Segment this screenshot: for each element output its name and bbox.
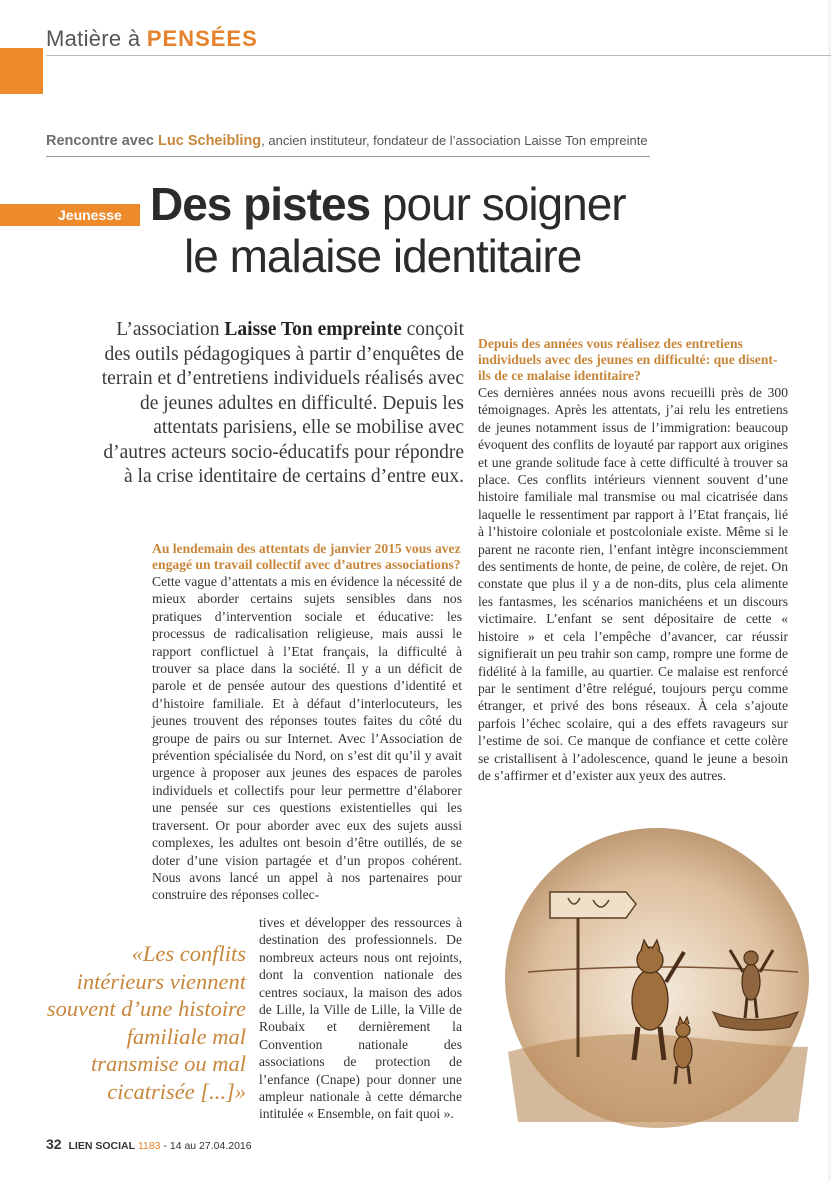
illustration	[498, 822, 816, 1134]
answer-1-part-a: Cette vague d’attentats a mis en évidence la nécessité de mieux aborder certains sujets sensibles dans nos pratiques d’intervention sociale et éducative: les processus de radicalisation religieuse, mais aussi le rapport conflictuel à l’Etat français, la difficulté à trouver sa place dans la société. Il y a un déficit de parole et de pensée autour des questions d’identité et d’histoire familiale. Et à défaut d’interlocuteurs, les jeunes trouvent des réponses toutes faites du côté du groupe de pairs ou sur Internet. Avec l’Association de prévention spécialisée du Nord, on s’est dit qu’il y avait urgence à proposer aux jeunes des espaces de paroles individuels et collectifs pour leur permettre d’élaborer une pensée sur ces questions existentielles qui les traversent. Or pour aborder avec eux des sujets aussi complexes, les adultes ont besoin d’être outillés, de se doter d’une vision partagée et d’un propos cohérent. Nous avons lancé un appel à nos partenaires pour construire des réponses collec-	[152, 574, 462, 903]
headline-bold: Des pistes	[150, 178, 371, 230]
watercolor-illustration	[498, 822, 816, 1134]
section-tag-label: Jeunesse	[58, 207, 122, 223]
pull-quote: «Les conflits intérieurs viennent souvent d’une histoire familiale mal transmise ou mal cicatrisée [...]»	[46, 941, 246, 1104]
page-number: 32	[46, 1136, 62, 1152]
intro-post: conçoit des outils pédagogiques à partir d’enquêtes de terrain et d’entretiens individuels réalisés avec de jeunes adultes en difficulté. Depuis les attentats parisiens, elle se mobilise avec d’autres acteurs socio-éducatifs pour répondre à la crise identitaire de certains d’entre eux.	[101, 319, 464, 487]
issue-number: 1183	[137, 1140, 161, 1152]
answer-1-part-b: tives et développer des ressources à destination des professionnels. De nombreux acteurs nous ont rejoints, dont la convention nationale des centres sociaux, la maison des ados de Lille, la Ville de Lille, la Ville de Roubaix et dernièrement la Convention nationale des associations de protection de l’enfance (Cnape) pour donner une ampleur nationale à cette démarche intitulée « Ensemble, on fait quoi ».	[259, 915, 462, 1122]
question-1: Au lendemain des attentats de janvier 2015 vous avez engagé un travail collectif avec d’autres associations?	[152, 541, 461, 572]
orange-corner-block	[0, 48, 43, 94]
headline	[150, 178, 670, 282]
rubric-prefix: Matière à	[46, 26, 147, 51]
answer-2: Ces dernières années nous avons recueilli près de 300 témoignages. Après les attentats, j’ai relu les entretiens de jeunes notamment issus de l’immigration: beaucoup évoquent des conflits de loyauté par rapport aux origines et une grande solitude face à cette difficulté à trouver sa place. Ces conflits intérieurs viennent souvent d’une histoire familiale mal transmise ou mal cicatrisée dans laquelle le ressentiment par rapport à l’Etat français, lié à l’histoire coloniale et postcoloniale existe. Même si le parent ne raconte rien, l’enfant intègre inconsciemment des sentiments de honte, de peine, de colère, de rejet. On constate que plus il y a de non-dits, plus cela alimente les fantasmes, les scénarios manichéens et un discours victimaire. L’enfant se sent dépositaire de cette « histoire » et cela l’empêche d’avancer, car réussir signifierait un peu trahir son camp, rompre une forme de fidélité à la famille, au quartier. Ce malaise est renforcé par le sentiment d’être relégué, toujours perçu comme étranger, et privé des bons réseaux. À cela s’ajoute parfois l’échec scolaire, qui a des effets ravageurs sur l’estime de soi. Ce manque de confiance et cette colère se cristallisent à l’adolescence, quand le jeune a besoin de s’affirmer et d’exister aux yeux des autres.	[478, 385, 788, 783]
left-column-narrow	[259, 914, 462, 1123]
kicker-lead: Rencontre avec	[46, 133, 159, 149]
rubric-highlight: PENSÉES	[146, 26, 258, 51]
kicker-rule	[46, 156, 650, 157]
intro-paragraph	[92, 318, 464, 490]
kicker	[46, 133, 648, 149]
section-tag	[0, 204, 140, 226]
intro-bold: Laisse Ton empreinte	[224, 319, 402, 340]
top-rule	[46, 55, 831, 56]
kicker-rest: , ancien instituteur, fondateur de l’association Laisse Ton empreinte	[261, 133, 648, 148]
kicker-name: Luc Scheibling	[158, 133, 262, 149]
headline-rest: pour soigner	[370, 178, 626, 230]
page-footer	[46, 1136, 252, 1152]
beach-ground	[508, 1034, 808, 1122]
issue-dates: - 14 au 27.04.2016	[160, 1140, 252, 1152]
question-2: Depuis des années vous réalisez des entretiens individuels avec des jeunes en difficulté: que disent-ils de ce malaise identitaire?	[478, 336, 778, 383]
magazine-name: LIEN SOCIAL	[68, 1140, 136, 1152]
right-column	[478, 336, 788, 784]
headline-line2: le malaise identitaire	[184, 230, 582, 282]
sign-board	[550, 892, 636, 918]
intro-pre: L’association	[116, 319, 225, 340]
left-column	[152, 541, 462, 904]
rubric-header	[46, 26, 258, 52]
